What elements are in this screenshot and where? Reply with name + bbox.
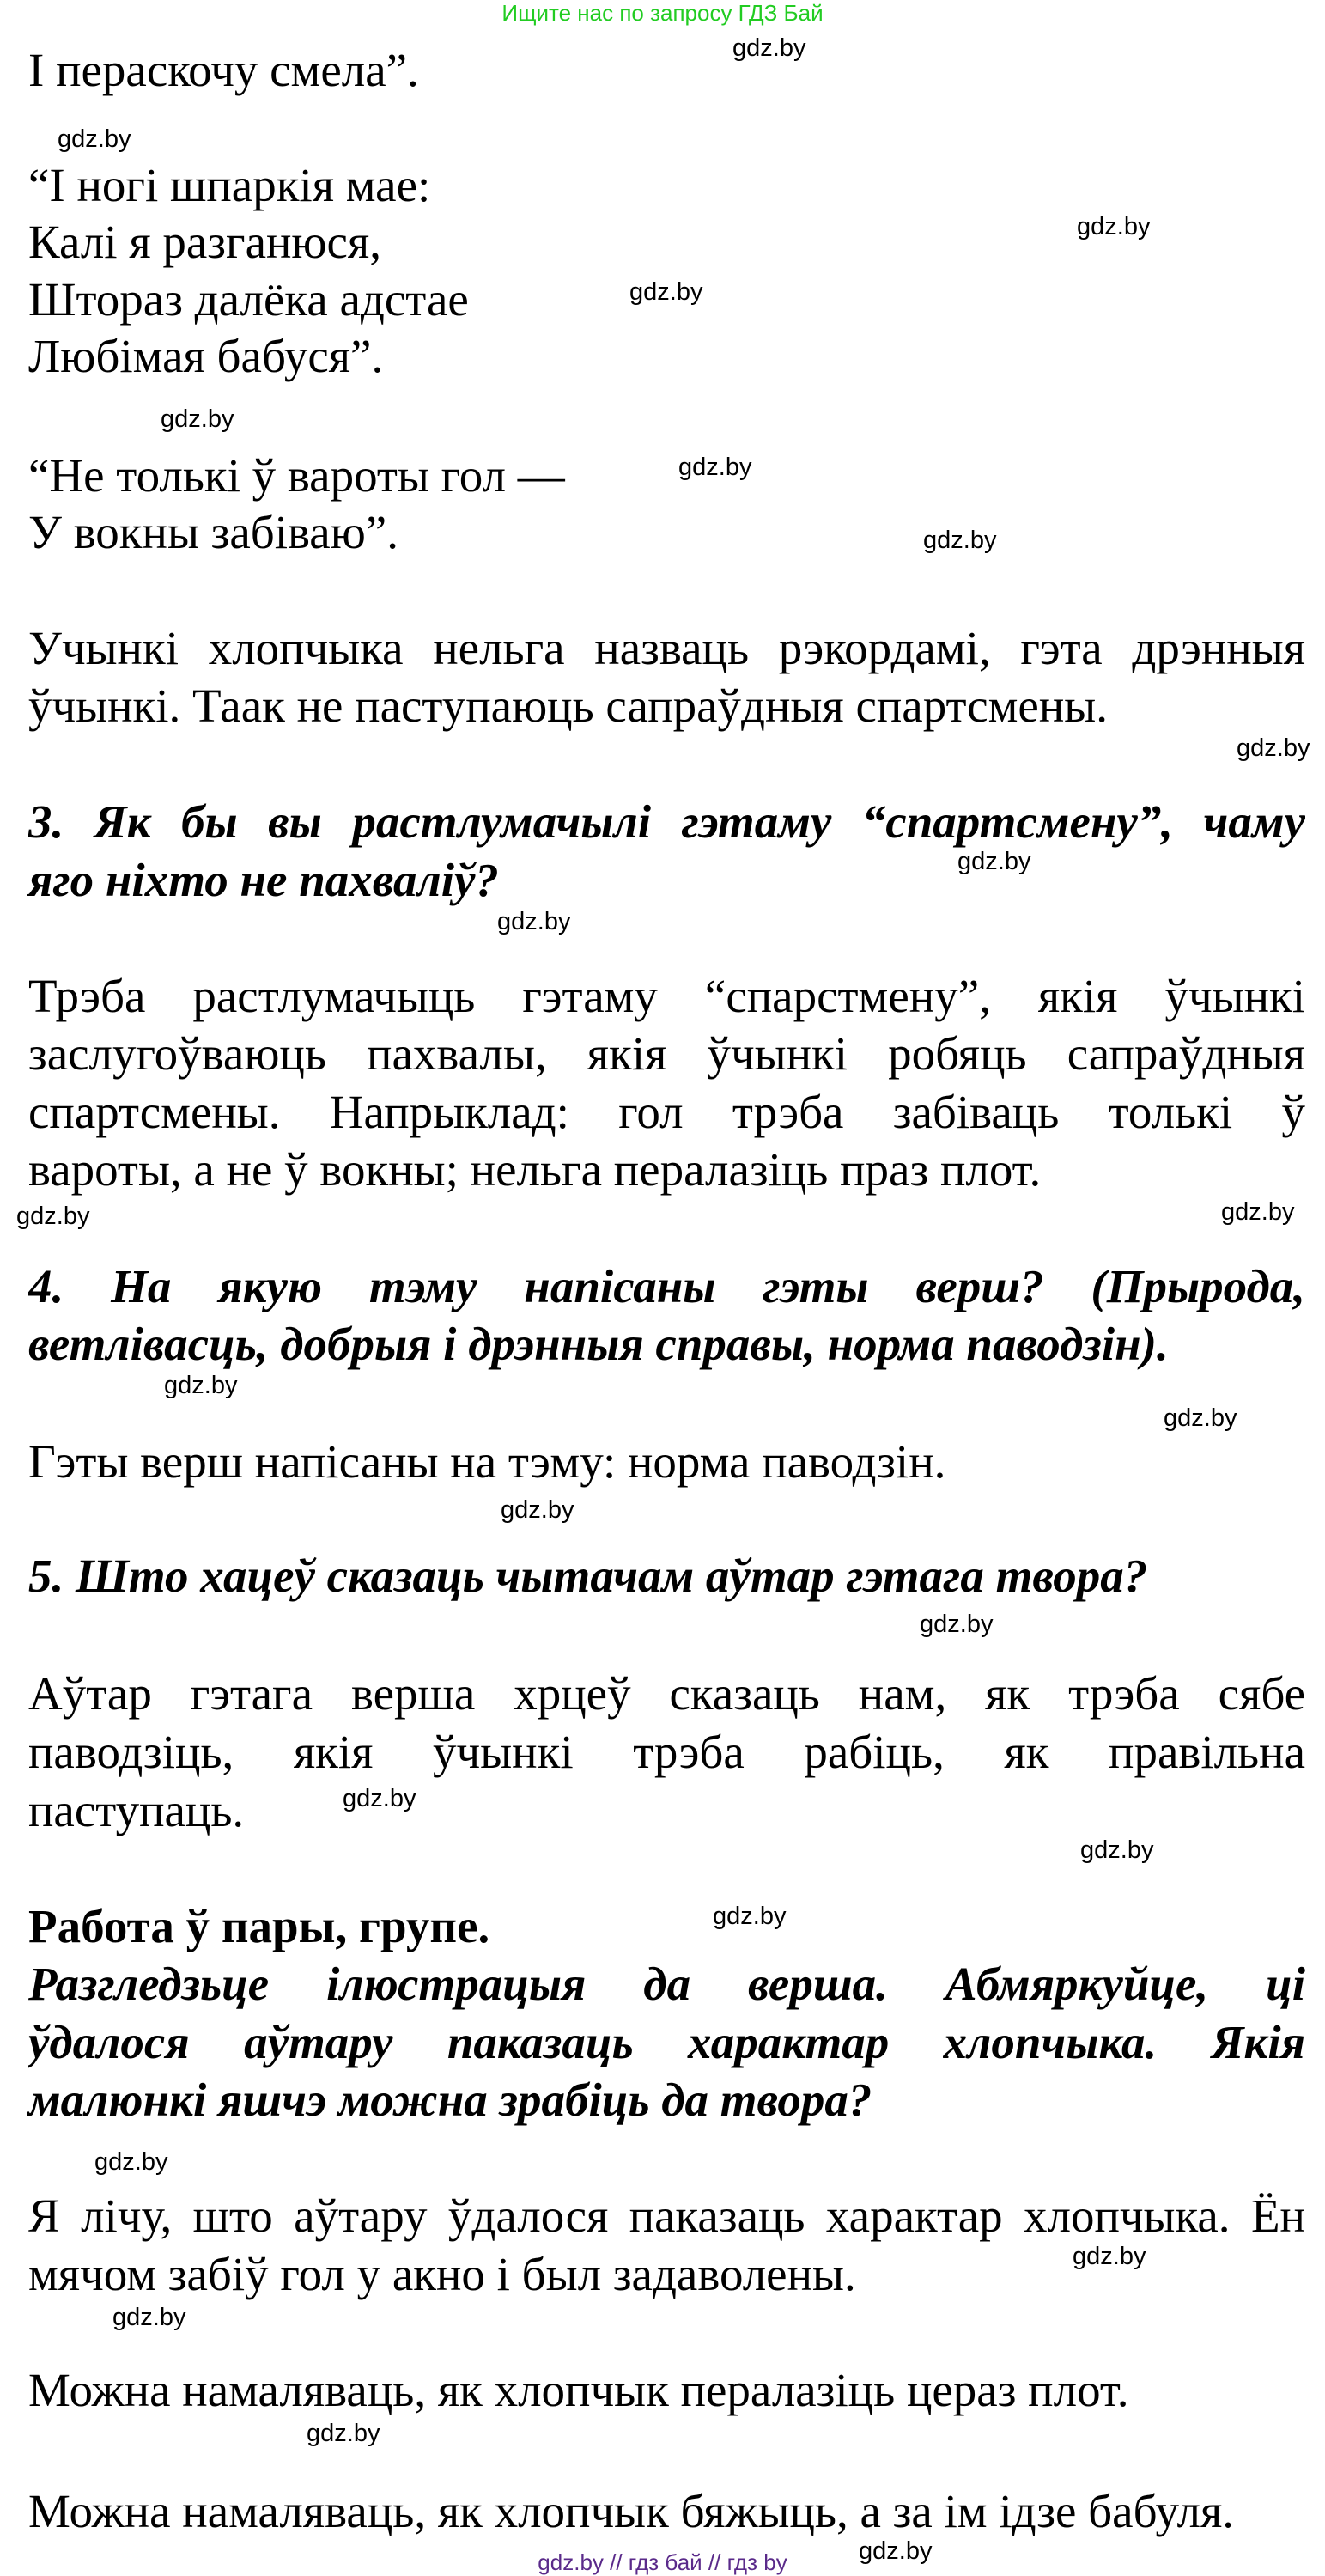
watermark: gdz.by [164, 1372, 238, 1399]
question-3: 3. Як бы вы растлумачылі гэтаму “спартсмену”, чаму [28, 795, 1305, 848]
watermark: gdz.by [58, 125, 131, 153]
watermark: gdz.by [713, 1903, 787, 1930]
poem-line: “Не толькі ў вароты гол — [28, 449, 565, 502]
poem-line: Шторaз далёка адстае [28, 273, 469, 326]
watermark: gdz.by [923, 527, 997, 554]
poem-line: І пераскочу смела”. [28, 44, 419, 96]
question-4: 4. На якую тэму напісаны гэты верш? (Прырода, [28, 1260, 1305, 1312]
watermark: gdz.by [1164, 1404, 1237, 1432]
group-task: малюнкі яшчэ можна зрабіць да твора? [28, 2074, 872, 2126]
watermark: gdz.by [307, 2420, 380, 2447]
answer-3: вароты, а не ў вокны; нельга пералазіць праз плот. [28, 1143, 1042, 1196]
watermark: gdz.by [920, 1611, 994, 1638]
question-3: яго ніхто не пахваліў? [28, 854, 499, 906]
watermark: gdz.by [1080, 1836, 1154, 1864]
group-task: Разгледзьце ілюстрацыя да верша. Абмяркуйце, ці [28, 1958, 1305, 2010]
watermark: gdz.by [1073, 2243, 1146, 2270]
group-answer: Можна намаляваць, як хлопчык бяжыць, а за ім ідзе бабуля. [28, 2485, 1235, 2537]
poem-line: У вокны забіваю”. [28, 506, 398, 558]
watermark: gdz.by [161, 405, 234, 433]
watermark: gdz.by [732, 34, 806, 62]
watermark: gdz.by [343, 1785, 416, 1812]
group-task: ўдалося аўтару паказаць характар хлопчыка. Якія [28, 2016, 1305, 2068]
poem-line: Любімая бабуся”. [28, 330, 384, 382]
poem-line: Калі я разганюся, [28, 216, 381, 268]
watermark: gdz.by [1077, 213, 1151, 241]
footer-links[interactable]: gdz.by // гдз бай // гдз by [538, 2549, 787, 2575]
answer-3: спартсмены. Напрыклад: гол трэба забіваць толькі ў [28, 1086, 1305, 1138]
watermark: gdz.by [501, 1496, 574, 1524]
group-answer: Я лічу, што аўтару ўдалося паказаць характар хлопчыка. Ён [28, 2189, 1305, 2242]
watermark: gdz.by [497, 908, 571, 935]
question-4: ветлівасць, добрыя і дрэнныя справы, норма паводзін). [28, 1318, 1169, 1370]
paragraph-line: Учынкі хлопчыка нельга назваць рэкордамі, гэта дрэнныя [28, 622, 1305, 674]
paragraph-line: ўчынкі. Таак не паступаюць сапраўдныя спартсмены. [28, 679, 1108, 732]
group-answer: мячом забіў гол у акно і был задаволены. [28, 2248, 856, 2300]
watermark: gdz.by [112, 2304, 186, 2331]
answer-5: паступаць. [28, 1784, 245, 1836]
watermark: gdz.by [94, 2148, 168, 2176]
answer-5: паводзіць, якія ўчынкі трэба рабіць, як правільна [28, 1726, 1305, 1778]
section-title: Работа ў пары, групе. [28, 1900, 490, 1952]
watermark: gdz.by [678, 454, 752, 481]
poem-line: “І ногі шпаркія мае: [28, 159, 431, 211]
watermark: gdz.by [1237, 734, 1310, 762]
watermark: gdz.by [629, 278, 703, 306]
group-answer: Можна намаляваць, як хлопчык пералазіць цераз плот. [28, 2364, 1129, 2416]
watermark: gdz.by [16, 1203, 90, 1230]
answer-4: Гэты верш напісаны на тэму: норма паводзін. [28, 1435, 946, 1488]
watermark: gdz.by [1221, 1198, 1295, 1226]
answer-3: заслугоўваюць пахвалы, якія ўчынкі робяць сапраўдныя [28, 1027, 1305, 1080]
watermark: gdz.by [859, 2537, 933, 2565]
header-banner[interactable]: Ищите нас по запросу ГДЗ Бай [501, 0, 824, 26]
question-5: 5. Што хацеў сказаць чытачам аўтар гэтага твора? [28, 1550, 1148, 1602]
answer-3: Трэба растлумачыць гэтаму “спарстмену”, якія ўчынкі [28, 970, 1305, 1022]
answer-5: Аўтар гэтага верша хрцеў сказаць нам, як трэба сябе [28, 1667, 1305, 1720]
watermark: gdz.by [957, 848, 1031, 875]
